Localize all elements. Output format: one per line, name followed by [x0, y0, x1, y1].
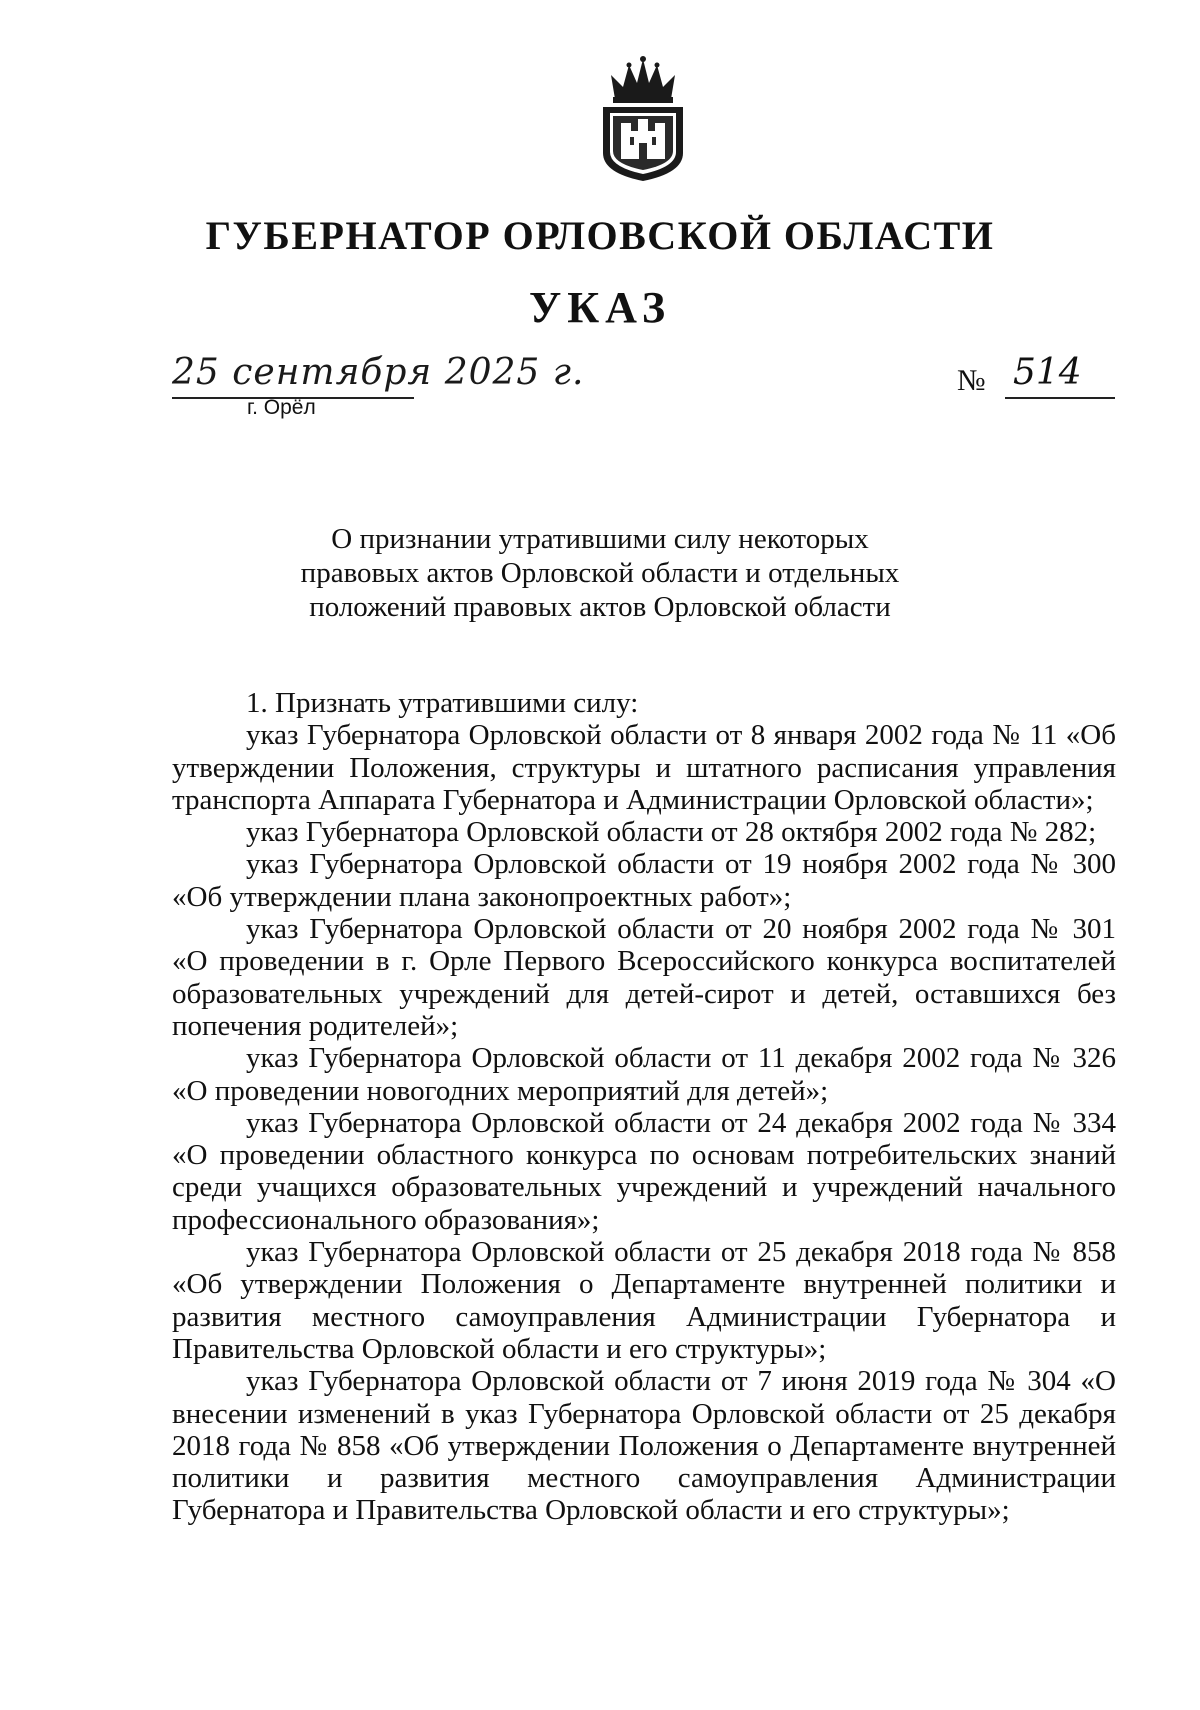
- body-paragraph: указ Губернатора Орловской области от 25 декабря 2018 года № 858 «Об утверждении Положения о Департаменте внутренней политики и развития местного самоуправления Администрации Губернатора и Правительства Орловской области и его структуры»;: [172, 1236, 1116, 1365]
- body-paragraph: указ Губернатора Орловской области от 20 ноября 2002 года № 301 «О проведении в г. Орле Первого Всероссийского конкурса воспитателей образовательных учреждений для детей-сирот и детей, оставшихся без попечения родителей»;: [172, 913, 1116, 1042]
- date-block: [172, 352, 585, 419]
- document-body: [172, 687, 1116, 1527]
- document-type: УКАЗ: [528, 283, 672, 332]
- body-paragraph: указ Губернатора Орловской области от 19 ноября 2002 года № 300 «Об утверждении плана законопроектных работ»;: [172, 848, 1116, 913]
- handwritten-date: 25 сентября 2025 г.: [172, 352, 585, 393]
- subject-line: правовых актов Орловской области и отдельных: [300, 557, 900, 589]
- subject-line: О признании утратившими силу некоторых: [331, 523, 869, 555]
- body-paragraph: указ Губернатора Орловской области от 28 октября 2002 года № 282;: [246, 816, 1097, 849]
- body-paragraph: указ Губернатора Орловской области от 8 января 2002 года № 11 «Об утверждении Положения, структуры и штатного расписания управления транспорта Аппарата Губернатора и Администрации Орловской области»;: [172, 719, 1116, 816]
- document-subject: [0, 522, 1200, 624]
- body-paragraph: указ Губернатора Орловской области от 24 декабря 2002 года № 334 «О проведении областного конкурса по основам потребительских знаний среди учащихся образовательных учреждений и учреждений начального профессионального образования»;: [172, 1106, 1116, 1236]
- number-sign: №: [957, 364, 986, 397]
- handwritten-number: 514: [1013, 352, 1082, 393]
- subject-line: положений правовых актов Орловской области: [309, 591, 891, 623]
- city-label: г. Орёл: [247, 396, 316, 419]
- coat-of-arms-icon: [597, 55, 689, 183]
- number-block: [957, 352, 1117, 404]
- issuer-title: ГУБЕРНАТОР ОРЛОВСКОЙ ОБЛАСТИ: [205, 213, 995, 258]
- body-paragraph: 1. Признать утратившими силу:: [246, 687, 639, 719]
- body-paragraph: указ Губернатора Орловской области от 7 июня 2019 года № 304 «О внесении изменений в указ Губернатора Орловской области от 25 декабря 2018 года № 858 «Об утверждении Положения о Департаменте внутренней политики и развития местного самоуправления Администрации Губернатора и Правительства Орловской области и его структуры»;: [172, 1365, 1116, 1527]
- body-paragraph: указ Губернатора Орловской области от 11 декабря 2002 года № 326 «О проведении новогодних мероприятий для детей»;: [172, 1042, 1116, 1107]
- number-underline: [1005, 397, 1115, 399]
